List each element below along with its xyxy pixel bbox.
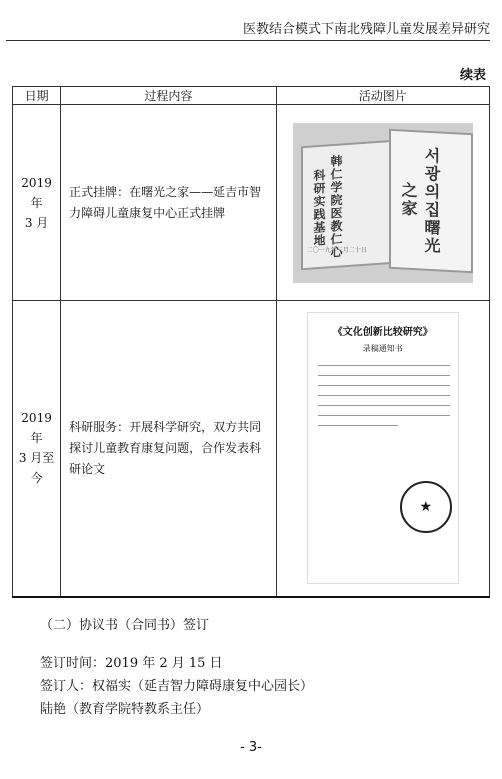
body-line: 签订人：权福实（延吉智力障碍康复中心园长） (40, 679, 314, 694)
signboard-left-text: 韩仁学院医教仁心科研实践基地 (311, 153, 343, 259)
signboard-right-text: 서광의집曙光之家 (398, 146, 441, 256)
header-date: 日期 (13, 87, 61, 105)
process-cell: 科研服务：开展科学研究，双方共同探讨儿童教育康复问题，合作发表科研论文 (61, 301, 276, 597)
signboard-photo (293, 123, 473, 283)
certificate-text-line (318, 405, 450, 406)
signboard-right (389, 128, 473, 272)
date-cell (13, 105, 61, 301)
certificate-text-line (318, 365, 450, 366)
image-cell (276, 301, 489, 597)
date-line: 2019 年 (21, 411, 52, 446)
acceptance-certificate (307, 312, 459, 584)
header-rule (6, 40, 490, 41)
continued-label: 续表 (459, 68, 486, 83)
certificate-text-line (318, 385, 450, 386)
process-cell: 正式挂牌：在曙光之家——延吉市智力障碍儿童康复中心正式挂牌 (61, 105, 276, 301)
running-header: 医教结合模式下南北残障儿童发展差异研究 (242, 22, 490, 37)
signboard-plate-date: 二〇一九年三月二十日 (306, 246, 367, 254)
table-header-row (13, 87, 490, 105)
section-heading: （二）协议书（合同书）签订 (40, 618, 210, 633)
header-image: 活动图片 (276, 87, 489, 105)
date-line: 3 月至今 (18, 451, 55, 486)
certificate-text-line (318, 425, 398, 426)
certificate-text-line (318, 395, 450, 396)
date-line: 3 月 (24, 215, 49, 230)
certificate-text-line (318, 375, 450, 376)
activity-table (12, 86, 490, 598)
header-process: 过程内容 (61, 87, 276, 105)
body-line: 签订时间：2019 年 2 月 15 日 (40, 656, 223, 671)
seal-icon: ★ (400, 481, 452, 533)
page-number: - 3- (240, 740, 262, 755)
date-line: 2019 年 (21, 175, 52, 210)
certificate-subtitle: 录稿通知书 (362, 344, 403, 354)
table-row (13, 301, 490, 597)
certificate-title: 《文化创新比较研究》 (332, 327, 433, 339)
body-line: 陆艳（教育学院特教系主任） (40, 702, 210, 717)
table-row (13, 105, 490, 301)
date-cell (13, 301, 61, 597)
image-cell (276, 105, 489, 301)
certificate-text-line (318, 415, 450, 416)
